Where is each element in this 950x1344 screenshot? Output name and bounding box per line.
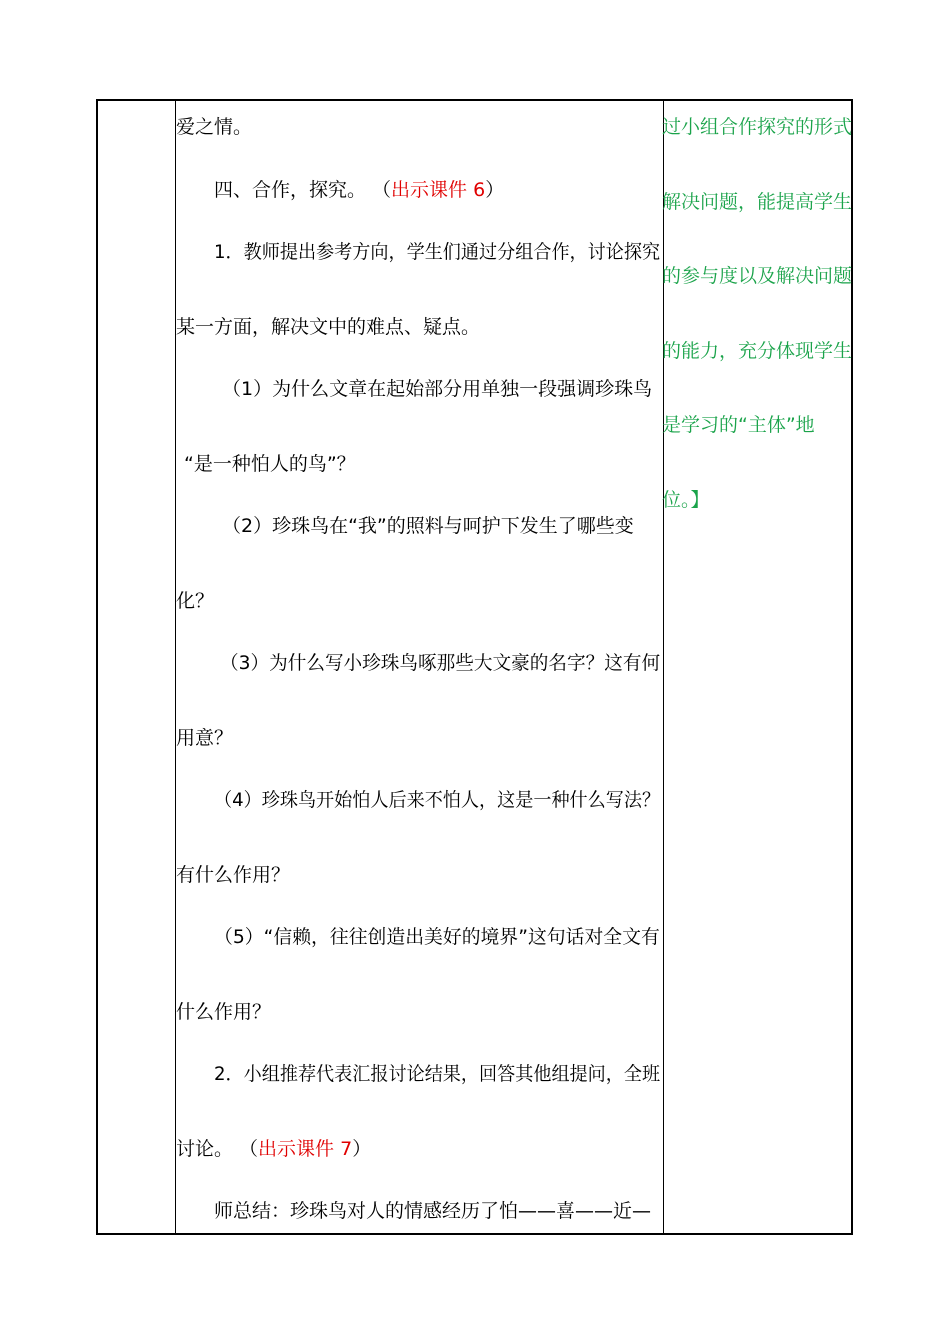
main-line-13: （5）“信赖，往往创造出美好的境界”这句话对全文有 <box>214 926 660 948</box>
courseware-ref-7: 出示课件 7 <box>258 1138 353 1160</box>
main-line-14: 什么作用？ <box>176 1001 272 1023</box>
main-line-11: （4）珍珠鸟开始怕人后来不怕人，这是一种什么写法？ <box>214 789 661 811</box>
main-line-16: 讨论。 （出示课件 7） <box>176 1138 372 1160</box>
main-line-3: 1．教师提出参考方向，学生们通过分组合作，讨论探究 <box>214 241 661 263</box>
side-note-line-3: 的参与度以及解决问题 <box>662 265 853 287</box>
side-note-line-2: 解决问题，能提高学生 <box>662 191 853 213</box>
side-note-line-1: 过小组合作探究的形式 <box>662 116 853 138</box>
main-line-15: 2．小组推荐代表汇报讨论结果，回答其他组提问，全班 <box>214 1063 661 1085</box>
courseware-ref-6: 出示课件 6 <box>391 179 486 201</box>
main-line-9: （3）为什么写小珍珠鸟啄那些大文豪的名字？这有何 <box>220 652 661 674</box>
main-line-17: 师总结：珍珠鸟对人的情感经历了怕——喜——近— <box>214 1200 652 1222</box>
main-line-5: （1）为什么文章在起始部分用单独一段强调珍珠鸟 <box>222 378 653 400</box>
main-line-2: 四、合作，探究。 （出示课件 6） <box>214 179 505 201</box>
main-line-8: 化？ <box>176 590 215 612</box>
main-line-4: 某一方面，解决文中的难点、疑点。 <box>176 316 481 338</box>
main-line-10: 用意？ <box>176 727 234 749</box>
side-note-line-6: 位。】 <box>662 489 710 511</box>
column-divider-left <box>175 101 176 1233</box>
main-line-7: （2）珍珠鸟在“我”的照料与呵护下发生了哪些变 <box>222 515 634 537</box>
main-line-6: “是一种怕人的鸟”？ <box>184 453 356 475</box>
main-line-12: 有什么作用？ <box>176 864 291 886</box>
side-note-line-5: 是学习的“主体”地 <box>662 414 815 436</box>
main-line-1: 爱之情。 <box>176 116 253 138</box>
side-note-line-4: 的能力，充分体现学生 <box>662 340 853 362</box>
